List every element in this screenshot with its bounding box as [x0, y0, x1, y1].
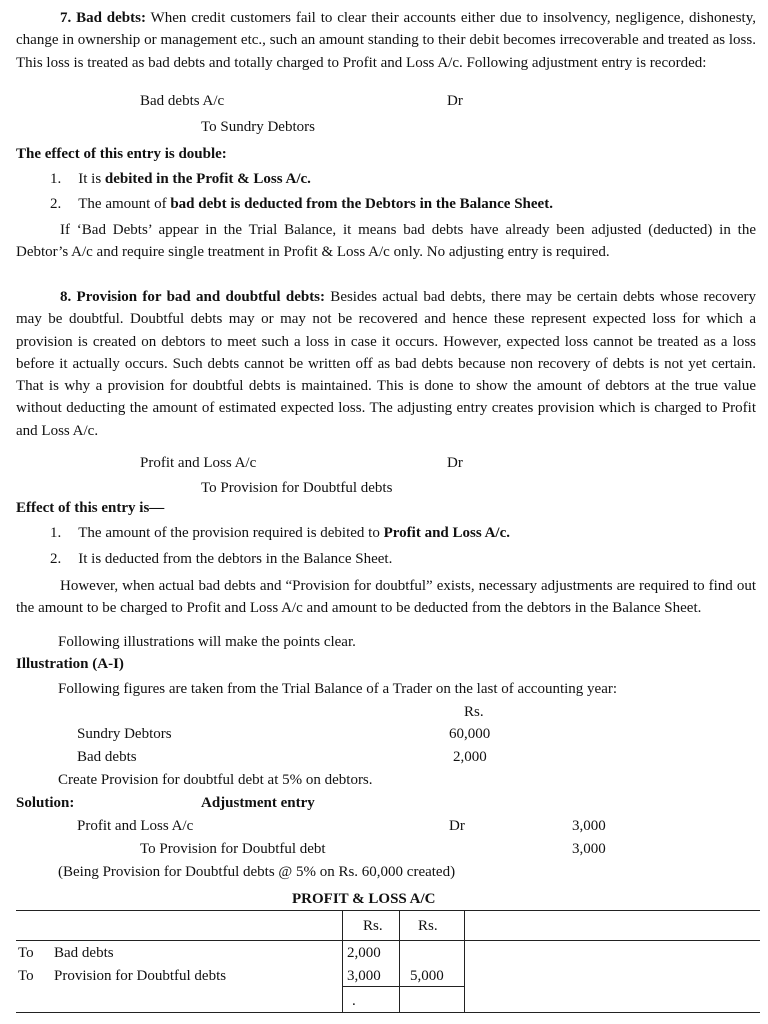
provision-paragraph	[16, 286, 756, 442]
entry2-dr: Dr	[447, 455, 463, 471]
point-bold: Profit and Loss A/c.	[383, 525, 511, 541]
table-header-rule	[16, 940, 760, 941]
entry1-credit: To Sundry Debtors	[201, 119, 315, 135]
table-total-rule	[342, 986, 464, 987]
solution-dr: Dr	[449, 818, 465, 834]
illustration-instruction: Create Provision for doubtful debt at 5% on debtors.	[58, 772, 373, 788]
point-bold: bad debt is deducted from the Debtors in the Balance Sheet.	[170, 196, 553, 212]
point-number: 2.	[50, 196, 62, 212]
table-bottom-rule	[16, 1012, 760, 1013]
solution-debit: Profit and Loss A/c	[77, 818, 194, 834]
table-col-divider	[464, 910, 465, 1012]
provision-heading: 8. Provision for bad and doubtful debts:	[60, 289, 326, 305]
effect-heading-1: The effect of this entry is double:	[16, 146, 227, 162]
effect1-point1	[50, 171, 311, 188]
pl-footer-mark: .	[352, 993, 356, 1009]
adjustment-entry-heading: Adjustment entry	[201, 795, 315, 811]
trial-balance-note: If ‘Bad Debts’ appear in the Trial Balance, it means bad debts have already been adjusted (deducted) in the Debtor’s A/c and require single treatment in Profit & Loss A/c only. No adjusting entry is required.	[16, 222, 756, 261]
bad-debts-paragraph	[16, 7, 756, 74]
point-text: The amount of the provision required is debited to	[78, 525, 384, 541]
point-number: 2.	[50, 551, 62, 567]
however-paragraph: However, when actual bad debts and “Provision for doubtful” exists, necessary adjustments are required to find out the amount to be charged to Profit and Loss A/c and amount to be deducted from the debtors in the Balance Sheet.	[16, 578, 756, 617]
following-line: Following illustrations will make the points clear.	[58, 634, 356, 650]
solution-credit: To Provision for Doubtful debt	[140, 841, 326, 857]
illustration-title: Illustration (A-I)	[16, 656, 124, 672]
effect2-point2	[50, 551, 392, 568]
solution-debit-amount: 3,000	[572, 818, 606, 834]
pl-col-header-rs: Rs.	[418, 918, 438, 934]
effect2-point1	[50, 525, 510, 542]
table-col-divider	[342, 910, 343, 1012]
pl-account-title: PROFIT & LOSS A/C	[292, 891, 436, 907]
point-text: It is deducted from the debtors in the Balance Sheet.	[78, 551, 393, 567]
bad-debts-label: Bad debts	[77, 749, 137, 765]
bad-debts-body: When credit customers fail to clear their accounts either due to insolvency, negligence, dishonesty, change in ownership or management etc., such an amount standing to their debit becomes irrecoverable and treated as loss. This loss is treated as bad debts and totally charged to Profit and Loss A/c. Following adjustment entry is recorded:	[16, 10, 756, 71]
entry2-debit: Profit and Loss A/c	[140, 455, 257, 471]
solution-narration: (Being Provision for Doubtful debts @ 5% on Rs. 60,000 created)	[58, 864, 456, 880]
solution-credit-amount: 3,000	[572, 841, 606, 857]
entry2-credit: To Provision for Doubtful debts	[201, 480, 393, 496]
bad-debts-heading: 7. Bad debts:	[60, 10, 146, 26]
point-bold: debited in the Profit & Loss A/c.	[104, 171, 311, 187]
bad-debts-value: 2,000	[453, 749, 487, 765]
entry1-dr: Dr	[447, 93, 463, 109]
pl-row-amount: 2,000	[347, 945, 381, 961]
point-number: 1.	[50, 171, 62, 187]
pl-row-label: Bad debts	[54, 945, 114, 961]
entry1-debit: Bad debts A/c	[140, 93, 225, 109]
pl-row-to: To	[18, 968, 34, 984]
table-col-divider	[399, 910, 400, 1012]
point-text: The amount of	[78, 196, 171, 212]
rs-header: Rs.	[464, 704, 484, 720]
point-number: 1.	[50, 525, 62, 541]
sundry-debtors-value: 60,000	[449, 726, 491, 742]
sundry-debtors-label: Sundry Debtors	[77, 726, 172, 742]
solution-label: Solution:	[16, 795, 75, 811]
pl-row-label: Provision for Doubtful debts	[54, 968, 227, 984]
table-top-rule	[16, 910, 760, 911]
pl-row-to: To	[18, 945, 34, 961]
provision-body: Besides actual bad debts, there may be certain debts whose recovery may be doubtful. Doubtful debts may or may not be recovered and hence these represent expected loss for which a provision is created on debtors to meet such a loss in case it occurs. However, expected loss cannot be treated as a loss before it actually occurs. Such debts cannot be written off as bad debts because non recovery of debts is not yet certain. That is why a provision for doubtful debts is maintained. This is done to show the amount of debtors at the true value without deducting the amount of estimated expected loss. The adjusting entry creates provision which is charged to Profit and Loss A/c.	[16, 289, 756, 439]
point-text: It is	[78, 171, 105, 187]
pl-col-header-rs: Rs.	[363, 918, 383, 934]
effect-heading-2: Effect of this entry is—	[16, 500, 165, 516]
effect1-point2	[50, 196, 553, 213]
pl-row-amount: 3,000	[347, 968, 381, 984]
pl-row-total: 5,000	[410, 968, 444, 984]
illustration-intro: Following figures are taken from the Trial Balance of a Trader on the last of accounting year:	[58, 681, 618, 697]
